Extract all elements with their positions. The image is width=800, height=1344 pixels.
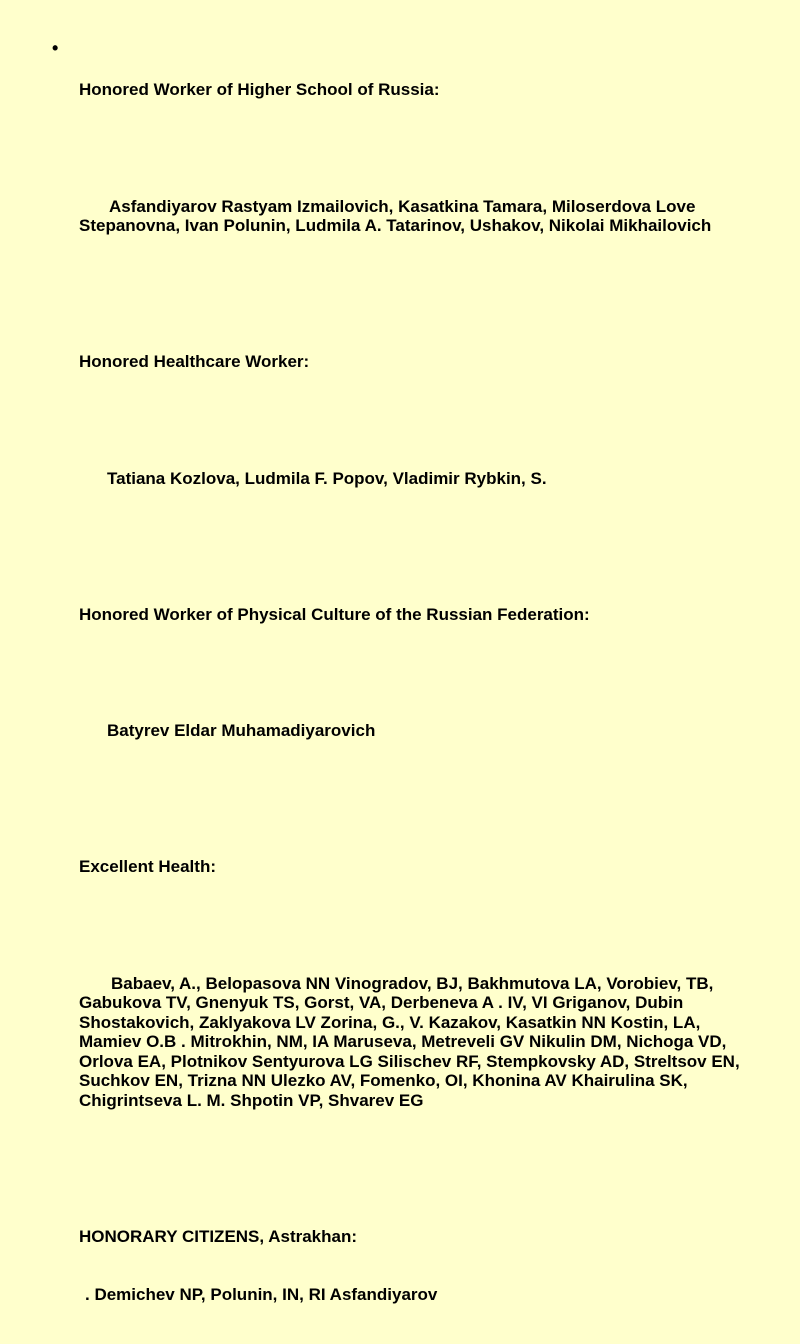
spacer xyxy=(79,275,751,294)
slide-content xyxy=(79,41,751,1344)
section-heading-healthcare: Honored Healthcare Worker: xyxy=(79,352,310,371)
section-body-honorary-citizens: . Demichev NP, Polunin, IN, RI Asfandiyarov xyxy=(85,1285,438,1304)
section-heading-excellent-health: Excellent Health: xyxy=(79,857,216,876)
spacer xyxy=(79,916,751,935)
spacer xyxy=(79,663,751,682)
section-body-higher-school: Asfandiyarov Rastyam Izmailovich, Kasatkina Tamara, Miloserdova Love Stepanovna, Ivan Polunin, Ludmila A. Tatarinov, Ushakov, Nikolai Mikhailovich xyxy=(79,196,712,235)
spacer xyxy=(79,527,751,546)
section-body-physical-culture: Batyrev Eldar Muhamadiyarovich xyxy=(107,721,376,740)
spacer xyxy=(79,411,751,430)
spacer xyxy=(79,1149,751,1168)
section-body-excellent-health: Babaev, A., Belopasova NN Vinogradov, BJ, Bakhmutova LA, Vorobiev, TB, Gabukova TV, Gnenyuk TS, Gorst, VA, Derbeneva A . IV, VI Griganov, Dubin Shostakovich, Zaklyakova LV Zorina, G., V. Kazakov, Kasatkin NN Kostin, LA, Mamiev O.B . Mitrokhin, NM, IA Maruseva, Metreveli GV Nikulin DM, Nichoga VD, Orlova EA, Plotnikov Sentyurova LG Silischev RF, Stempkovsky AD, Streltsov EN, Suchkov EN, Trizna NN Ulezko AV, Fomenko, OI, Khonina AV Khairulina SK, Chigrintseva L. M. Shpotin VP, Shvarev EG xyxy=(79,973,745,1110)
section-heading-honorary-citizens: HONORARY CITIZENS, Astrakhan: xyxy=(79,1226,358,1246)
spacer xyxy=(79,139,751,158)
spacer xyxy=(79,780,751,799)
section-body-healthcare: Tatiana Kozlova, Ludmila F. Popov, Vladimir Rybkin, S. xyxy=(107,468,547,488)
bullet-marker: • xyxy=(52,38,59,58)
section-heading-higher-school: Honored Worker of Higher School of Russia: xyxy=(79,80,440,99)
section-heading-physical-culture: Honored Worker of Physical Culture of the Russian Federation: xyxy=(79,604,590,624)
